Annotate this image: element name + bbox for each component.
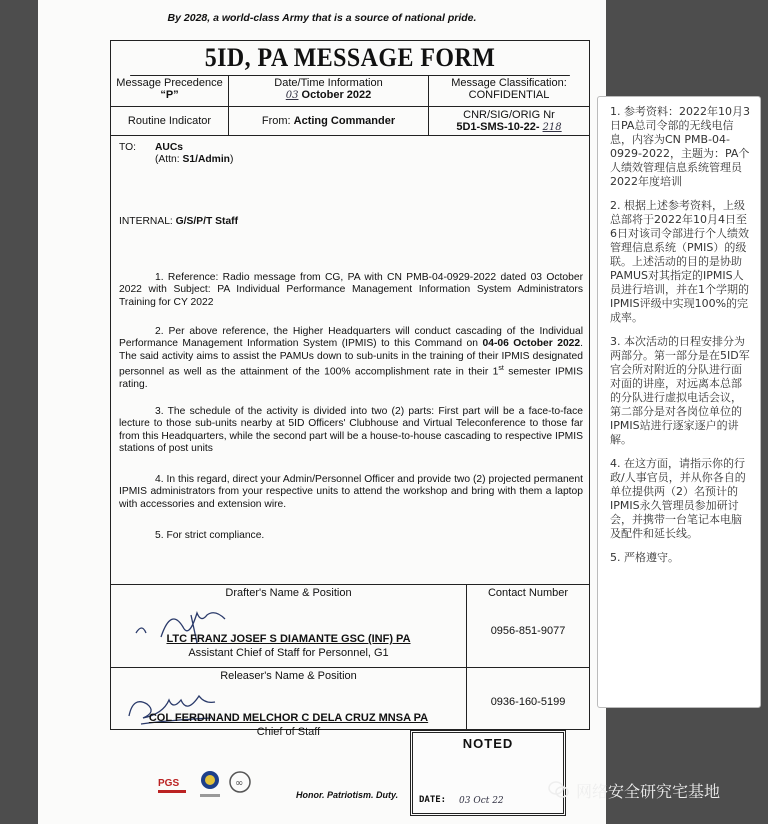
attn-suffix: ): [229, 154, 234, 166]
noted-date-label: DATE:: [419, 795, 447, 805]
message-form: [110, 40, 590, 738]
cnr-label: CNR/SIG/ORIG Nr: [463, 109, 555, 121]
form-title: 5ID, PA MESSAGE FORM: [130, 41, 570, 76]
note-paragraph-4: 4. 在这方面，请指示你的行政/人事官员，并从你各自的单位提供两（2）名预计的IPMIS永久管理员参加研讨会，并携带一台笔记本电脑及配件和延长线。: [610, 457, 746, 540]
noted-date-value: 03 Oct 22: [459, 796, 504, 806]
paragraph-2-sup: st: [498, 365, 504, 373]
to-value: AUCs: [155, 142, 184, 153]
drafter-name: LTC FRANZ JOSEF S DIAMANTE GSC (INF) PA: [166, 633, 411, 645]
pgs-logo-text: PGS: [158, 778, 180, 789]
note-paragraph-2: 2. 根据上述参考资料，上级总部将于2022年10月4日至6日对该司令部进行个人绩效管理信息系统（PMIS）的级联。上述活动的目的是协助PAMUS对其指定的IPMIS人员进行培训，并在1个学期的IPMIS评级中实现100%的完成率。: [610, 199, 749, 324]
unit-logos: [156, 766, 292, 806]
note-paragraph-1: 1. 参考资料：2022年10月3日PA总司令部的无线电信息，内容为CN PMB-04-0929-2022，主题为：PA个人绩效管理信息系统管理员2022年度培训: [610, 105, 750, 188]
internal-label: INTERNAL:: [119, 216, 173, 227]
internal-line: [119, 216, 238, 228]
routine-indicator-cell: [111, 107, 229, 135]
classification-cell: [429, 76, 589, 106]
account-watermark: [548, 776, 763, 804]
cnr-cell: [429, 107, 589, 135]
paragraph-2-text-d: semester IPMIS rating.: [119, 366, 583, 391]
noted-label: NOTED: [462, 736, 514, 751]
paragraph-4-text: 4. In this regard, direct your Admin/Personnel Officer and provide two (2) projected permanent IPMIS administrators from your respective units to attend the workshop and bring with them a laptop with accessories and extension wire.: [119, 474, 583, 510]
drafter-cell: [111, 585, 467, 667]
translation-note-panel: [597, 96, 761, 708]
paragraph-5-text: 5. For strict compliance.: [155, 530, 265, 541]
releaser-position: Chief of Staff: [256, 726, 321, 738]
contact-cell: [467, 585, 589, 667]
from-cell: [229, 107, 429, 135]
routine-label: Routine Indicator: [127, 115, 212, 127]
document-page: [38, 0, 606, 824]
paragraph-3-text: 3. The schedule of the activity is divided into two (2) parts: First part will be a face-to-face lecture to those sub-units nearby at 5ID Officers' Clubhouse and Virtual Teleconference to those far from this Headquarters, while the second part will be a house-to-house cascading to respective IPMIS stations of post units: [119, 406, 583, 455]
message-body: [111, 136, 589, 584]
to-block: [119, 142, 233, 167]
drafter-label: Drafter's Name & Position: [225, 587, 352, 599]
releaser-label: Releaser's Name & Position: [220, 670, 357, 682]
form-header-row-1: [111, 76, 589, 107]
precedence-value: “P”: [160, 89, 179, 101]
paragraph-2: [119, 326, 583, 391]
drafter-phone: 0956-851-9077: [490, 625, 566, 637]
paragraph-3: [119, 406, 583, 456]
datetime-cell: [229, 76, 429, 106]
classification-label: Message Classification:: [451, 77, 567, 89]
paragraph-4: [119, 474, 583, 511]
paragraph-2-text-a: 2. Per above reference, the Higher Headquarters will conduct cascading of the Individual Performance Management Information System (IPMIS) to this Command on: [119, 326, 583, 350]
date-month-year: October 2022: [301, 89, 372, 101]
form-header-row-2: [111, 107, 589, 136]
paragraph-5: [119, 530, 583, 542]
date-day-handwritten: 03: [285, 90, 299, 101]
note-paragraph-3: 3. 本次活动的日程安排分为两部分。第一部分是在5ID军官会所对附近的分队进行面对面的讲座，对远离本总部的分队进行虚拟电话会议，第二部分是对各岗位单位的IPMIS站进行逐家逐户的讲解。: [610, 335, 750, 446]
svg-text:∞: ∞: [235, 778, 244, 789]
attn-prefix: (Attn:: [155, 154, 180, 166]
precedence-cell: [111, 76, 229, 106]
core-values-motto: Honor. Patriotism. Duty.: [296, 790, 399, 800]
wechat-icon: [548, 780, 570, 800]
from-label: From:: [261, 115, 291, 127]
from-value: Acting Commander: [293, 115, 396, 127]
cnr-handwritten-number: 218: [542, 122, 562, 133]
paragraph-1-text: 1. Reference: Radio message from CG, PA with CN PMB-04-0929-2022 dated 03 October 2022 with Subject: PA Individual Performance Management Information System Administrators Training for CY 2022: [119, 272, 583, 308]
drafter-row: [111, 584, 589, 667]
cnr-value: 5D1-SMS-10-22-: [456, 121, 540, 133]
internal-value: G/S/P/T Staff: [175, 216, 239, 227]
drafter-position: Assistant Chief of Staff for Personnel, G1: [188, 647, 389, 659]
note-paragraph-5: 5. 严格遵守。: [610, 551, 679, 564]
paragraph-2-dates: 04-06 October 2022: [482, 338, 581, 350]
to-label: TO:: [119, 142, 136, 153]
releaser-name: COL FERDINAND MELCHOR C DELA CRUZ MNSA PA: [148, 712, 429, 724]
attn-value: S1/Admin: [182, 154, 230, 166]
noted-stamp: [410, 730, 566, 816]
paragraph-1: [119, 272, 583, 309]
watermark-text: 网络安全研究宅基地: [576, 781, 721, 801]
classification-value: CONFIDENTIAL: [468, 89, 550, 101]
contact-label: Contact Number: [487, 587, 569, 599]
datetime-label: Date/Time Information: [274, 77, 383, 89]
paragraph-2-text-c: . The said activity aims to assist the PAMUs down to sub-units in the training of their IPMIS designated personnel as well as the attainment of the 100% accomplishment rate in their 1: [119, 338, 583, 378]
releaser-phone: 0936-160-5199: [490, 696, 566, 708]
precedence-label: Message Precedence: [116, 77, 223, 89]
vision-motto: By 2028, a world-class Army that is a source of national pride.: [167, 12, 477, 24]
